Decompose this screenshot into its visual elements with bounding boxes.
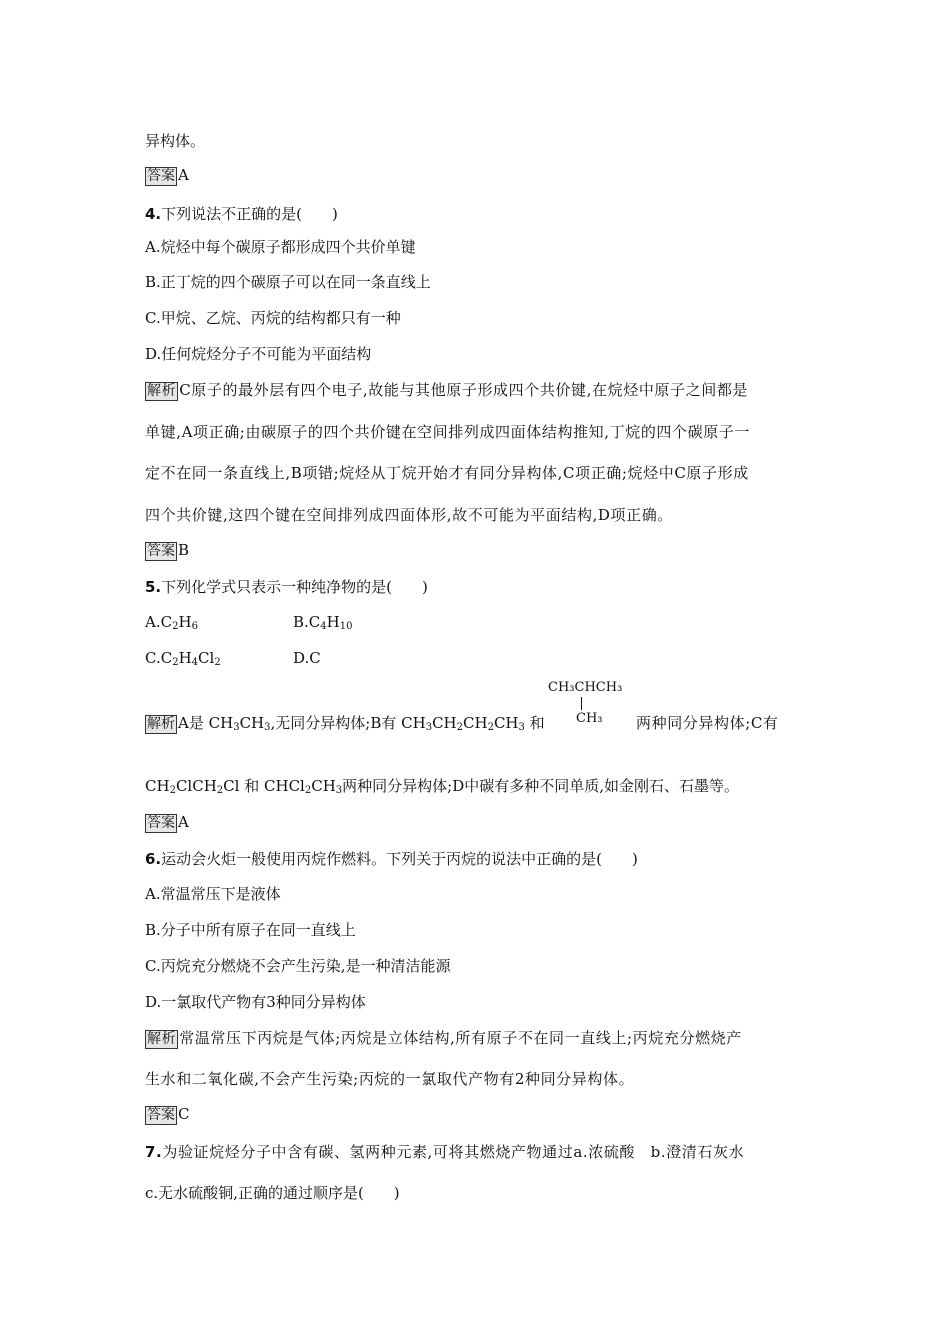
answer-tag: 答案 [147,815,175,831]
question-number: 5. [145,578,162,596]
question-6-stem [145,849,638,869]
question-7-stem-line-2: c.无水硫酸铜,正确的通过顺序是( ) [145,1184,400,1202]
analysis-tag: 解析 [147,716,175,732]
answer-tag: 答案 [147,1107,175,1123]
analysis-tag: 解析 [147,1031,177,1047]
answer-value: A [178,166,189,184]
question-5-stem [145,577,428,597]
question-4-analysis-line-4: 四个共价键,这四个键在空间排列成四面体形,故不可能为平面结构,D项正确。 [145,506,673,524]
question-text: 下列化学式只表示一种纯净物的是( ) [161,578,428,596]
question-5-option-d: D.C [293,649,321,667]
structure-bond [581,697,582,710]
question-4-stem [145,204,338,224]
question-5-answer-line [145,812,189,833]
question-4-option-c: C.甲烷、乙烷、丙烷的结构都只有一种 [145,309,401,327]
question-text: 下列说法不正确的是( ) [161,205,338,223]
answer-value: A [178,813,189,831]
answer-value: C [178,1105,190,1123]
question-text: 运动会火炬一般使用丙烷作燃料。下列关于丙烷的说法中正确的是( ) [161,850,638,868]
question-5-analysis-line-1: 解析 A是 $CH_3CH_3$,无同分异构体;B有 $CH_3CH_2CH_2CH_3$ 和 [147,714,545,733]
question-5-option-a: $A.C_2H_6$ [145,613,198,632]
question-6-analysis-line-1 [145,1028,742,1049]
question-6-option-b: B.分子中所有原子在同一直线上 [145,921,356,939]
structure-bottom: CH₃ [576,711,603,726]
structure-top: CH₃CHCH₃ [548,680,623,695]
answer-tag: 答案 [147,168,175,184]
isobutane-structure [548,680,623,726]
analysis-text: 常温常压下丙烷是气体;丙烷是立体结构,所有原子不在同一直线上;丙烷充分燃烧产 [179,1029,742,1047]
question-number: 7. [145,1143,163,1161]
question-4-option-a: A.烷烃中每个碳原子都形成四个共价单键 [145,238,416,256]
question-number: 4. [145,205,162,223]
question-6-option-c: C.丙烷充分燃烧不会产生污染,是一种清洁能源 [145,957,451,975]
question-6-option-a: A.常温常压下是液体 [145,885,281,903]
prev-answer-line [145,165,189,186]
question-4-analysis-line-1 [145,380,748,401]
answer-value: B [178,541,190,559]
question-6-option-d: D.一氯取代产物有3种同分异构体 [145,993,366,1011]
question-4-answer-line [145,540,189,561]
question-7-stem [145,1142,744,1162]
question-4-analysis-line-2: 单键,A项正确;由碳原子的四个共价键在空间排列成四面体结构推知,丁烷的四个碳原子一 [145,423,751,441]
question-6-answer-line [145,1104,189,1125]
question-5-option-c: $C.C_2H_4Cl_2$ [145,649,221,668]
question-4-option-d: D.任何烷烃分子不可能为平面结构 [145,345,372,363]
question-5-analysis-line-2: $CH_2ClCH_2Cl$ 和 $CHCl_2CH_3$两种同分异构体;D中碳有多种不同单质,如金刚石、石墨等。 [145,777,740,796]
prev-question-tail: 异构体。 [145,132,206,150]
question-number: 6. [145,850,162,868]
question-5-analysis-line-1-end: 两种同分异构体;C有 [636,714,779,732]
question-5-option-b: $B.C_4H_{10}$ [293,613,353,632]
question-4-analysis-line-3: 定不在同一条直线上,B项错;烷烃从丁烷开始才有同分异构体,C项正确;烷烃中C原子形成 [145,464,749,482]
analysis-tag: 解析 [147,383,177,399]
question-6-analysis-line-2: 生水和二氧化碳,不会产生污染;丙烷的一氯取代产物有2种同分异构体。 [145,1070,635,1088]
question-text: 为验证烷烃分子中含有碳、氢两种元素,可将其燃烧产物通过a.浓硫酸 b.澄清石灰水 [162,1143,745,1161]
answer-tag: 答案 [147,543,175,559]
question-4-option-b: B.正丁烷的四个碳原子可以在同一条直线上 [145,273,431,291]
analysis-text: C原子的最外层有四个电子,故能与其他原子形成四个共价键,在烷烃中原子之间都是 [179,381,749,399]
